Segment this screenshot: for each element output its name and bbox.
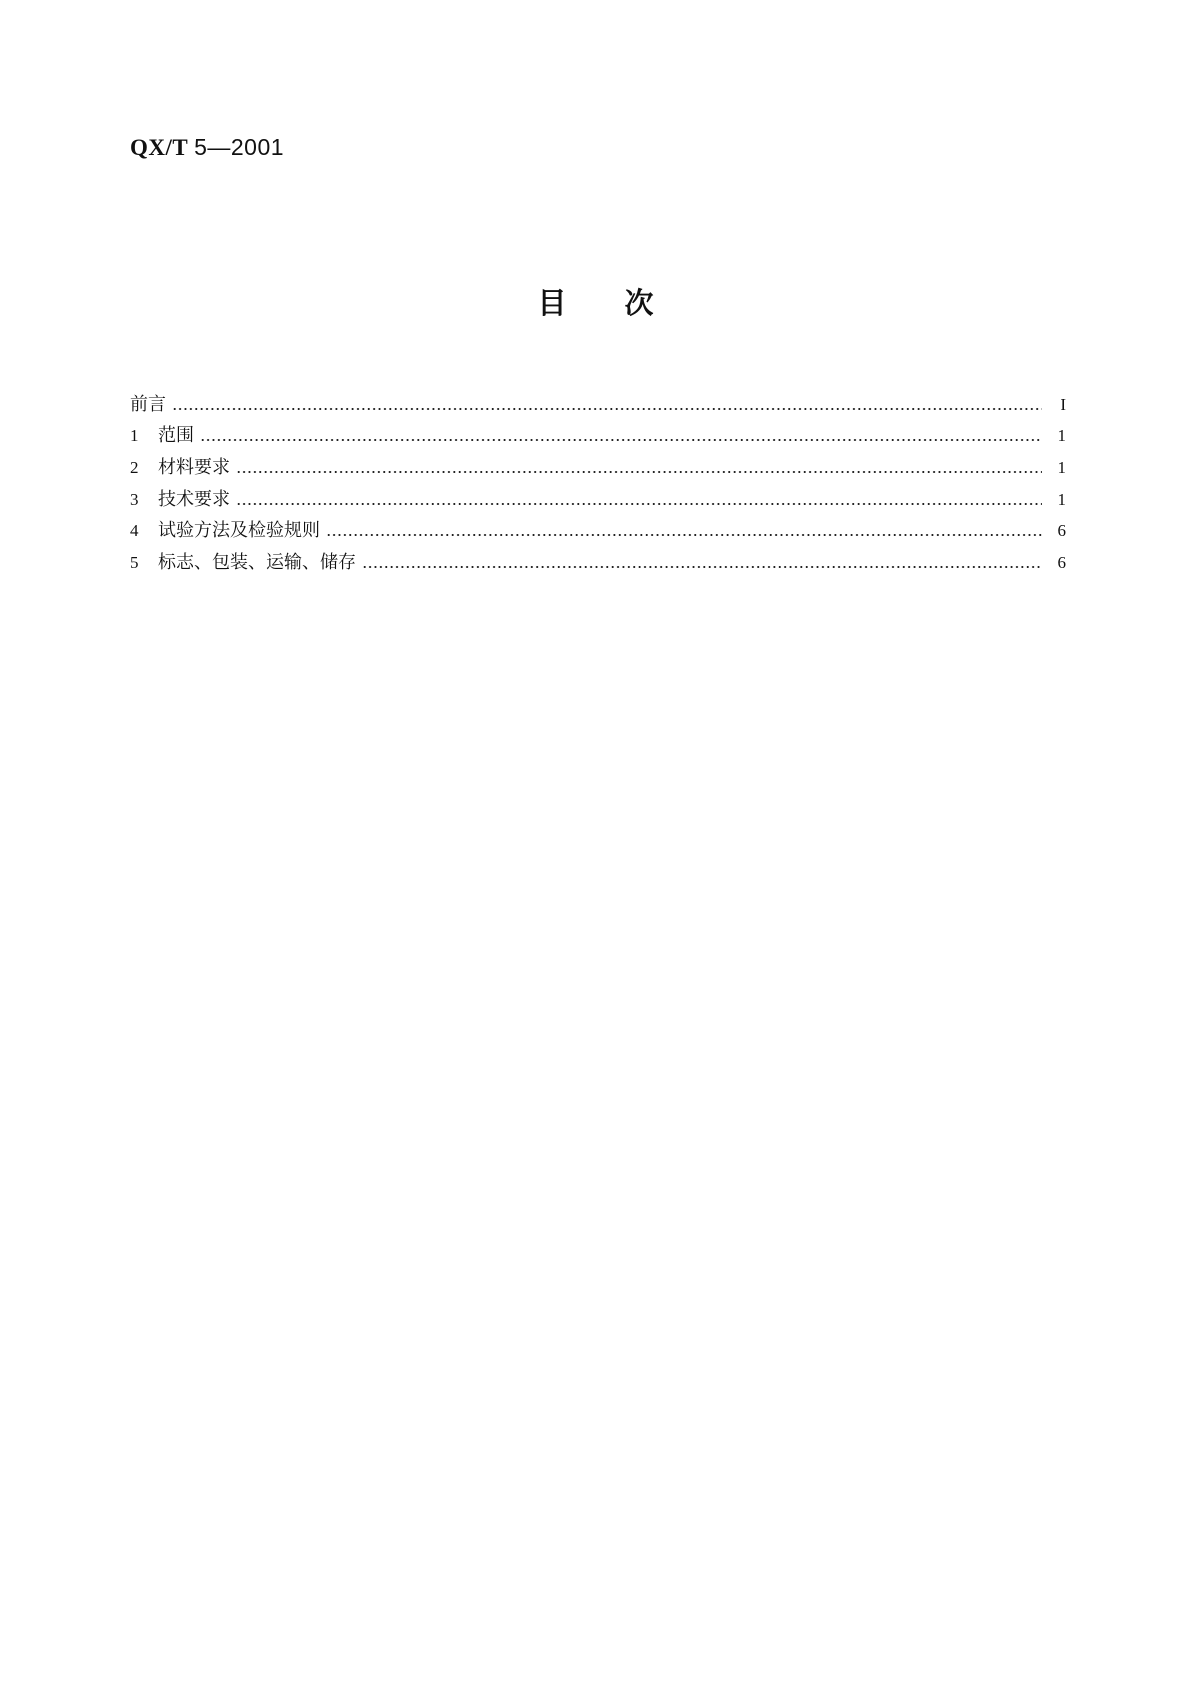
toc-entry-number: 5 (130, 552, 139, 572)
toc-dot-leader (326, 534, 1042, 536)
toc-entry-2[interactable] (130, 452, 1066, 484)
toc-entry-page: I (1060, 394, 1066, 414)
toc-dot-leader (172, 408, 1042, 410)
toc-entry-label: 材料要求 (158, 456, 230, 478)
toc-dot-leader (236, 471, 1042, 473)
toc-entry-label: 前言 (130, 393, 166, 415)
toc-entry-foreword[interactable] (130, 389, 1066, 421)
toc-entry-page: 1 (1057, 489, 1066, 509)
toc-entry-label: 范围 (158, 425, 194, 447)
document-code (130, 132, 284, 163)
toc-dot-leader (236, 503, 1042, 505)
document-code-prefix: QX/T (130, 135, 188, 160)
toc-entry-number: 3 (130, 489, 139, 509)
toc-entry-page: 1 (1057, 457, 1066, 477)
toc-entry-3[interactable] (130, 484, 1066, 516)
toc-entry-number: 4 (130, 521, 139, 541)
toc-entry-page: 6 (1057, 521, 1066, 541)
toc-entry-page: 1 (1057, 426, 1066, 446)
toc-entry-1[interactable] (130, 421, 1066, 453)
toc-entry-5[interactable] (130, 547, 1066, 579)
toc-entry-label: 试验方法及检验规则 (158, 520, 320, 542)
toc-entry-label: 技术要求 (158, 488, 230, 510)
toc-entry-number: 1 (130, 426, 139, 446)
toc-entry-4[interactable] (130, 515, 1066, 547)
toc-entry-number: 2 (130, 457, 139, 477)
toc-dot-leader (362, 566, 1042, 568)
toc-dot-leader (200, 439, 1042, 441)
toc-title: 目次 (537, 286, 712, 320)
toc-entry-page: 6 (1057, 552, 1066, 572)
document-code-number: 5—2001 (194, 134, 285, 160)
toc-entry-label: 标志、包装、运输、储存 (158, 551, 356, 573)
table-of-contents (130, 389, 1066, 579)
